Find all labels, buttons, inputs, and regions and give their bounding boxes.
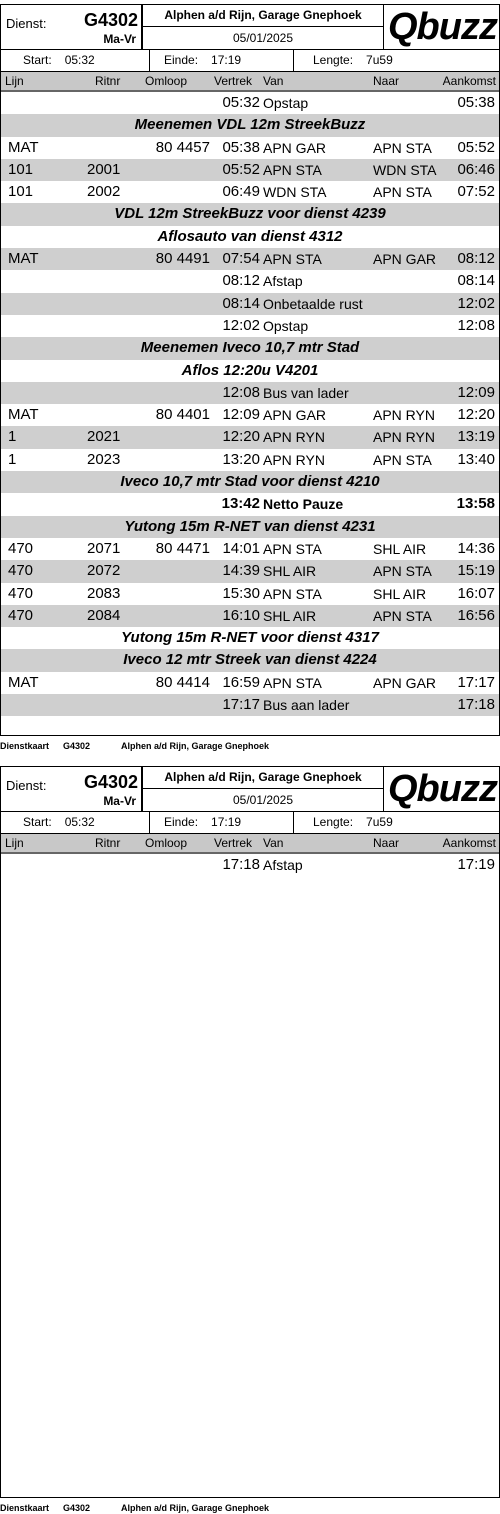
schedule-row <box>0 854 500 876</box>
schedule-row <box>0 404 500 426</box>
cell-ritnr: 2021 <box>87 428 121 446</box>
service-date: 05/01/2025 <box>142 788 384 812</box>
einde-value: 17:19 <box>211 815 242 829</box>
lengte-label: Lengte: <box>313 815 354 829</box>
cell-aank: 12:09 <box>457 383 495 401</box>
cell-van: SHL AIR <box>263 563 317 580</box>
cell-van: Afstap <box>263 273 303 290</box>
start-label: Start: <box>23 53 52 67</box>
duration <box>294 50 500 71</box>
cell-lijn: 470 <box>8 606 34 624</box>
schedule-row <box>0 672 500 694</box>
schedule-row <box>0 694 500 716</box>
cell-naar: APN STA <box>373 563 432 580</box>
cell-lijn: 1 <box>8 450 17 468</box>
cell-ritnr: 2002 <box>87 183 121 201</box>
start-value: 05:32 <box>64 53 95 67</box>
cell-aank: 08:12 <box>457 250 495 268</box>
footer-code: G4302 <box>63 1503 91 1513</box>
cell-lijn: 470 <box>8 584 34 602</box>
cell-omloop: 80 4401 <box>155 406 210 424</box>
cell-aank: 06:46 <box>457 160 495 178</box>
section-title: Iveco 10,7 mtr Stad voor dienst 4210 <box>0 471 500 493</box>
end-time <box>150 50 294 71</box>
dienst-box <box>0 4 142 50</box>
cell-omloop: 80 4491 <box>155 250 210 268</box>
cell-vertrek: 06:49 <box>222 183 260 201</box>
cell-aank: 16:56 <box>457 606 495 624</box>
cell-vertrek: 16:59 <box>222 673 260 691</box>
footer-label: Dienstkaart <box>0 1503 50 1513</box>
cell-aank: 13:58 <box>456 495 495 513</box>
schedule-row <box>0 583 500 605</box>
cell-aank: 13:19 <box>457 428 495 446</box>
cell-naar: SHL AIR <box>373 585 427 602</box>
cell-lijn: MAT <box>8 250 39 268</box>
logo-text: Qbuzz <box>388 768 497 810</box>
section-title: Yutong 15m R-NET voor dienst 4317 <box>121 629 379 647</box>
cell-aank: 05:52 <box>457 138 495 156</box>
cell-van: APN RYN <box>263 429 325 446</box>
section-title: Aflosauto van dienst 4312 <box>157 227 343 245</box>
col-ritnr: Ritnr <box>95 74 121 88</box>
column-headers <box>0 72 500 92</box>
cell-lijn: MAT <box>8 673 39 691</box>
cell-lijn: 1 <box>8 428 17 446</box>
start-label: Start: <box>23 815 52 829</box>
lengte-value: 7u59 <box>366 53 393 67</box>
col-vertrek: Vertrek <box>214 836 253 850</box>
einde-value: 17:19 <box>211 53 242 67</box>
cell-aank: 17:17 <box>457 673 495 691</box>
section-title: Meenemen VDL 12m StreekBuzz <box>0 114 500 136</box>
schedule-row <box>0 538 500 560</box>
schedule-row <box>0 181 500 203</box>
footer-label: Dienstkaart <box>0 741 50 751</box>
cell-van: WDN STA <box>263 184 327 201</box>
cell-vertrek: 13:42 <box>221 495 260 513</box>
cell-aank: 12:02 <box>457 294 495 312</box>
col-naar: Naar <box>373 836 400 850</box>
cell-naar: APN STA <box>373 139 432 156</box>
schedule-row <box>0 248 500 270</box>
cell-lijn: 101 <box>8 183 34 201</box>
start-time <box>1 50 150 71</box>
dienst-label: Dienst: <box>6 16 47 31</box>
cell-lijn: MAT <box>8 138 39 156</box>
cell-aank: 14:36 <box>457 539 495 557</box>
section-title: Meenemen Iveco 10,7 mtr Stad <box>0 337 500 359</box>
cell-omloop: 80 4457 <box>155 138 210 156</box>
footer-code: G4302 <box>63 741 91 751</box>
cell-naar: APN RYN <box>373 429 435 446</box>
cell-vertrek: 16:10 <box>222 606 260 624</box>
cell-vertrek: 08:12 <box>222 272 260 290</box>
col-aankomst: Aankomst <box>442 74 496 88</box>
einde-label: Einde: <box>164 815 199 829</box>
cell-van: Afstap <box>263 857 303 873</box>
cell-van: APN RYN <box>263 451 325 468</box>
cell-van: Bus van lader <box>263 384 349 401</box>
page-header <box>0 766 500 812</box>
cell-aank: 05:38 <box>457 94 495 111</box>
cell-vertrek: 17:17 <box>222 696 260 714</box>
cell-naar: APN RYN <box>373 407 435 424</box>
cell-naar: APN GAR <box>373 674 437 691</box>
cell-van: Opstap <box>263 95 309 111</box>
section-title: Iveco 12 mtr Streek van dienst 4224 <box>0 649 500 671</box>
logo-text: Qbuzz <box>388 6 497 48</box>
cell-omloop: 80 4414 <box>155 673 210 691</box>
col-aankomst: Aankomst <box>442 836 496 850</box>
cell-vertrek: 07:54 <box>222 250 260 268</box>
schedule-row <box>0 493 500 515</box>
cell-vertrek: 14:39 <box>222 562 260 580</box>
col-van: Van <box>263 74 284 88</box>
cell-van: Bus aan lader <box>263 697 350 714</box>
cell-van: APN STA <box>263 585 322 602</box>
cell-vertrek: 15:30 <box>222 584 260 602</box>
cell-vertrek: 05:52 <box>222 160 260 178</box>
cell-aank: 12:20 <box>457 406 495 424</box>
end-time <box>150 812 294 833</box>
cell-vertrek: 12:02 <box>222 316 260 334</box>
cell-van: APN GAR <box>263 139 327 156</box>
cell-naar: APN STA <box>373 451 432 468</box>
cell-naar: APN GAR <box>373 251 437 268</box>
cell-vertrek: 12:20 <box>222 428 260 446</box>
footer-location: Alphen a/d Rijn, Garage Gnephoek <box>121 1503 270 1513</box>
column-headers <box>0 834 500 854</box>
dienstkaart-page-2 <box>0 762 500 1514</box>
cell-van: APN STA <box>263 251 322 268</box>
cell-omloop: 80 4471 <box>155 539 210 557</box>
cell-aank: 17:19 <box>457 856 495 873</box>
cell-van: APN STA <box>263 161 322 178</box>
cell-van: Netto Pauze <box>263 496 344 513</box>
cell-ritnr: 2083 <box>87 584 121 602</box>
footer-location: Alphen a/d Rijn, Garage Gnephoek <box>121 741 270 751</box>
dienst-code: G4302 <box>83 10 138 30</box>
cell-vertrek: 05:38 <box>222 138 260 156</box>
einde-label: Einde: <box>164 53 199 67</box>
page-header <box>0 4 500 50</box>
col-ritnr: Ritnr <box>95 836 121 850</box>
cell-van: APN STA <box>263 540 322 557</box>
col-lijn: Lijn <box>5 836 24 850</box>
cell-aank: 12:08 <box>457 316 495 334</box>
schedule-rows <box>0 854 500 876</box>
cell-ritnr: 2001 <box>87 160 121 178</box>
schedule-row <box>0 382 500 404</box>
cell-naar: WDN STA <box>373 161 437 178</box>
cell-vertrek: 13:20 <box>222 450 260 468</box>
cell-vertrek: 14:01 <box>222 539 260 557</box>
schedule-row <box>0 159 500 181</box>
schedule-row <box>0 293 500 315</box>
section-title: VDL 12m StreekBuzz voor dienst 4239 <box>0 203 500 225</box>
cell-lijn: MAT <box>8 406 39 424</box>
section-title: Yutong 15m R-NET van dienst 4231 <box>0 516 500 538</box>
cell-aank: 08:14 <box>457 272 495 290</box>
lengte-label: Lengte: <box>313 53 354 67</box>
dienst-days: Ma-Vr <box>103 32 136 46</box>
dienst-days: Ma-Vr <box>103 794 136 808</box>
dienst-box <box>0 766 142 812</box>
schedule-row <box>0 426 500 448</box>
cell-naar: SHL AIR <box>373 540 427 557</box>
schedule-row <box>0 605 500 627</box>
schedule-row <box>0 92 500 114</box>
cell-vertrek: 12:08 <box>222 383 260 401</box>
dienst-label: Dienst: <box>6 778 47 793</box>
schedule-row <box>0 449 500 471</box>
cell-aank: 13:40 <box>457 450 495 468</box>
schedule-row <box>0 137 500 159</box>
cell-van: Onbetaalde rust <box>263 295 363 312</box>
location-title: Alphen a/d Rijn, Garage Gnephoek <box>142 4 384 27</box>
schedule-row <box>0 270 500 292</box>
cell-ritnr: 2023 <box>87 450 121 468</box>
service-date: 05/01/2025 <box>142 26 384 50</box>
cell-van: APN STA <box>263 674 322 691</box>
cell-naar: APN STA <box>373 184 432 201</box>
dienstkaart-page-1 <box>0 0 500 752</box>
cell-ritnr: 2084 <box>87 606 121 624</box>
cell-aank: 07:52 <box>457 183 495 201</box>
start-value: 05:32 <box>64 815 95 829</box>
col-van: Van <box>263 836 284 850</box>
col-naar: Naar <box>373 74 400 88</box>
schedule-row <box>0 560 500 582</box>
cell-van: SHL AIR <box>263 607 317 624</box>
cell-vertrek: 08:14 <box>222 294 260 312</box>
cell-vertrek: 12:09 <box>222 406 260 424</box>
dienst-code: G4302 <box>83 772 138 792</box>
cell-lijn: 101 <box>8 160 34 178</box>
col-omloop: Omloop <box>145 74 188 88</box>
duration <box>294 812 500 833</box>
qbuzz-logo <box>383 766 500 812</box>
col-vertrek: Vertrek <box>214 74 253 88</box>
schedule-rows <box>0 92 500 716</box>
cell-aank: 16:07 <box>457 584 495 602</box>
cell-aank: 15:19 <box>457 562 495 580</box>
col-lijn: Lijn <box>5 74 24 88</box>
start-time <box>1 812 150 833</box>
lengte-value: 7u59 <box>366 815 393 829</box>
col-omloop: Omloop <box>145 836 188 850</box>
cell-vertrek: 17:18 <box>222 856 260 873</box>
time-bar <box>0 50 500 72</box>
schedule-row <box>0 315 500 337</box>
cell-van: APN GAR <box>263 407 327 424</box>
cell-ritnr: 2071 <box>87 539 121 557</box>
cell-ritnr: 2072 <box>87 562 121 580</box>
cell-lijn: 470 <box>8 562 34 580</box>
qbuzz-logo <box>383 4 500 50</box>
time-bar <box>0 812 500 834</box>
cell-vertrek: 05:32 <box>222 94 260 111</box>
location-title: Alphen a/d Rijn, Garage Gnephoek <box>142 766 384 789</box>
cell-aank: 17:18 <box>457 696 495 714</box>
cell-van: Opstap <box>263 317 309 334</box>
section-title: Aflos 12:20u V4201 <box>181 361 319 379</box>
cell-naar: APN STA <box>373 607 432 624</box>
cell-lijn: 470 <box>8 539 34 557</box>
